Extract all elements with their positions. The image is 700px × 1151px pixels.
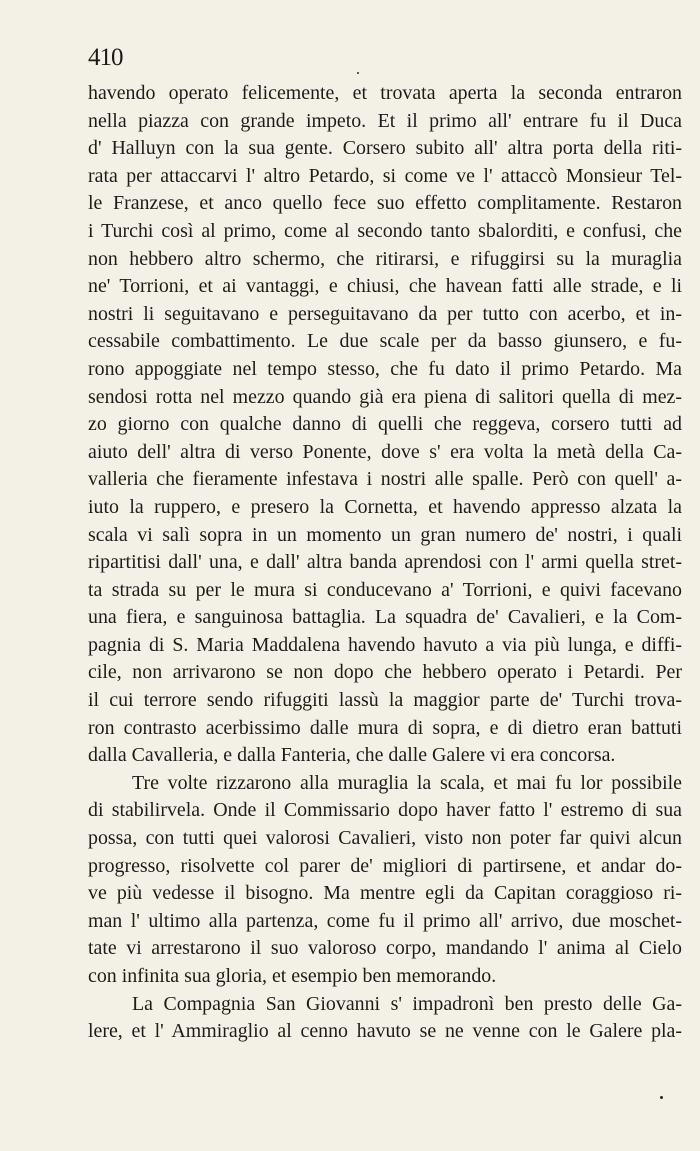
text-line: rono appoggiate nel tempo stesso, che fu dato il primo Petardo. Ma — [88, 357, 682, 380]
text-line: ta strada su per le mura si conducevano a' Torrioni, e quivi facevano — [88, 578, 682, 601]
text-line: una fiera, e sanguinosa battaglia. La squadra de' Cavalieri, e la Com- — [88, 606, 682, 629]
text-line: havendo operato felicemente, et trovata aperta la seconda entraron — [88, 82, 682, 104]
paragraph — [88, 991, 682, 1046]
text-line: non hebbero altro schermo, che ritirarsi, e rifuggirsi su la muraglia — [88, 247, 682, 270]
text-line: tate vi arrestarono il suo valoroso corpo, mandando l' anima al Cielo — [88, 937, 682, 960]
text-line: con infinita sua gloria, et esempio ben memorando. — [88, 965, 497, 987]
print-speck — [660, 1096, 663, 1099]
text-line: rata per attaccarvi l' altro Petardo, si come ve l' attaccò Monsieur Tel- — [88, 164, 682, 187]
text-line: le Franzese, et anco quello fece suo effetto complitamente. Restaron — [88, 192, 682, 215]
text-line: nella piazza con grande impeto. Et il primo all' entrare fu il Duca — [88, 109, 682, 132]
text-line: lere, et l' Ammiraglio al cenno havuto se ne venne con le Galere pla- — [88, 1020, 682, 1043]
text-line: Tre volte rizzarono alla muraglia la scala, et mai fu lor possibile — [132, 771, 682, 794]
text-line: progresso, risolvette col parer de' migliori di partirsene, et andar do- — [88, 854, 682, 877]
text-line: d' Halluyn con la sua gente. Corsero subito all' altra porta della riti- — [88, 137, 682, 160]
text-line: iuto la ruppero, e presero la Cornetta, et havendo appresso alzata la — [88, 495, 682, 518]
text-line: cile, non arrivarono se non dopo che hebbero operato i Petardi. Per — [88, 661, 682, 684]
text-line: La Compagnia San Giovanni s' impadronì ben presto delle Ga- — [132, 992, 682, 1015]
text-line: il cui terrore sendo rifuggiti lassù la maggior parte de' Turchi trova- — [88, 689, 682, 712]
page-number: 410 — [88, 44, 123, 71]
text-line: scala vi salì sopra in un momento un gran numero de' nostri, i quali — [88, 523, 682, 546]
print-speck — [357, 72, 359, 74]
text-line: dalla Cavalleria, e dalla Fanteria, che dalle Galere vi era concorsa. — [88, 744, 616, 767]
text-line: ne' Torrioni, et ai vantaggi, e chiusi, che havean fatti alle strade, e li — [88, 275, 682, 298]
text-line: i Turchi così al primo, come al secondo tanto sbalorditi, e confusi, che — [88, 219, 682, 242]
text-line: zo giorno con qualche danno di quelli che reggeva, corsero tutti ad — [88, 413, 682, 436]
body-text — [88, 80, 682, 1046]
text-line: ripartitisi dall' una, e dall' altra banda aprendosi con l' armi quella stret- — [88, 551, 682, 574]
paragraph — [88, 80, 682, 770]
text-line: valleria che fieramente infestava i nostri alle spalle. Però con quell' a- — [88, 468, 682, 491]
paragraph — [88, 770, 682, 991]
text-line: sendosi rotta nel mezzo quando già era piena di salitori quella di mez- — [88, 385, 682, 408]
text-line: ve più vedesse il bisogno. Ma mentre egli da Capitan coraggioso ri- — [88, 882, 682, 905]
text-line: aiuto dell' altra di verso Ponente, dove s' era volta la metà della Ca- — [88, 440, 682, 463]
text-line: man l' ultimo alla partenza, come fu il primo all' arrivo, due moschet- — [88, 909, 682, 932]
text-line: nostri li seguitavano e perseguitavano da per tutto con acerbo, et in- — [88, 302, 682, 325]
text-line: cessabile combattimento. Le due scale per da basso giunsero, e fu- — [88, 330, 682, 353]
text-line: pagnia di S. Maria Maddalena havendo havuto a via più lunga, e diffi- — [88, 633, 682, 656]
text-line: ron contrasto acerbissimo dalle mura di sopra, e di dietro eran battuti — [88, 716, 682, 739]
text-line: di stabilirvela. Onde il Commissario dopo haver fatto l' estremo di sua — [88, 799, 682, 822]
text-line: possa, con tutti quei valorosi Cavalieri, visto non poter far quivi alcun — [88, 827, 682, 850]
